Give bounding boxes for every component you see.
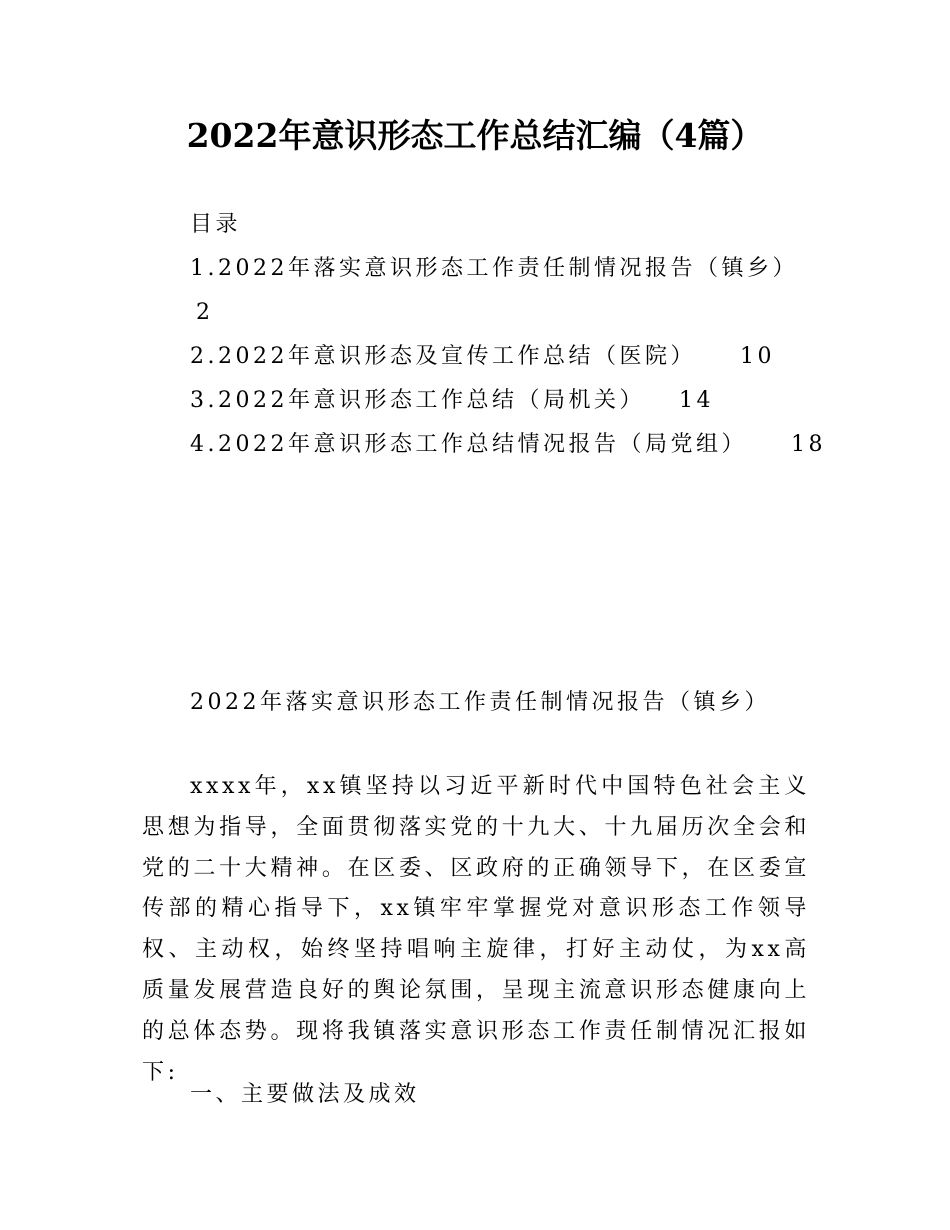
- document-title: 2022年意识形态工作总结汇编（4篇）: [186, 116, 764, 155]
- toc-entry-4-text: 4.2022年意识形态工作总结情况报告（局党组）: [190, 432, 747, 457]
- section-heading: 2022年落实意识形态工作责任制情况报告（镇乡）: [190, 690, 770, 715]
- toc-entry-3-page: 14: [678, 388, 714, 413]
- toc-entry-1-page: 2: [196, 300, 214, 325]
- toc-heading: 目录: [190, 212, 242, 237]
- toc-entry-2-page: 10: [739, 344, 775, 369]
- toc-entry-2-text: 2.2022年意识形态及宣传工作总结（医院）: [190, 344, 696, 369]
- toc-entry-3[interactable]: [190, 379, 890, 423]
- toc-entry-3-text: 3.2022年意识形态工作总结（局机关）: [190, 388, 645, 413]
- table-of-contents: [190, 203, 890, 467]
- section-subheading: 一、主要做法及成效: [190, 1082, 420, 1107]
- toc-entry-1-page-line: [190, 291, 890, 335]
- toc-entry-1[interactable]: [190, 247, 890, 291]
- toc-entry-2[interactable]: [190, 335, 890, 379]
- toc-entry-4-page: 18: [790, 432, 826, 457]
- toc-entry-4[interactable]: [190, 423, 890, 467]
- toc-entry-1-text: 1.2022年落实意识形态工作责任制情况报告（镇乡）: [190, 256, 798, 281]
- body-paragraph: xxxx年，xx镇坚持以习近平新时代中国特色社会主义思想为指导，全面贯彻落实党的十九大、十九届历次全会和党的二十大精神。在区委、区政府的正确领导下，在区委宣传部的精心指导下，xx镇牢牢掌握党对意识形态工作领导权、主动权，始终坚持唱响主旋律，打好主动仗，为xx高质量发展营造良好的舆论氛围，呈现主流意识形态健康向上的总体态势。现将我镇落实意识形态工作责任制情况汇报如下:: [142, 774, 810, 1085]
